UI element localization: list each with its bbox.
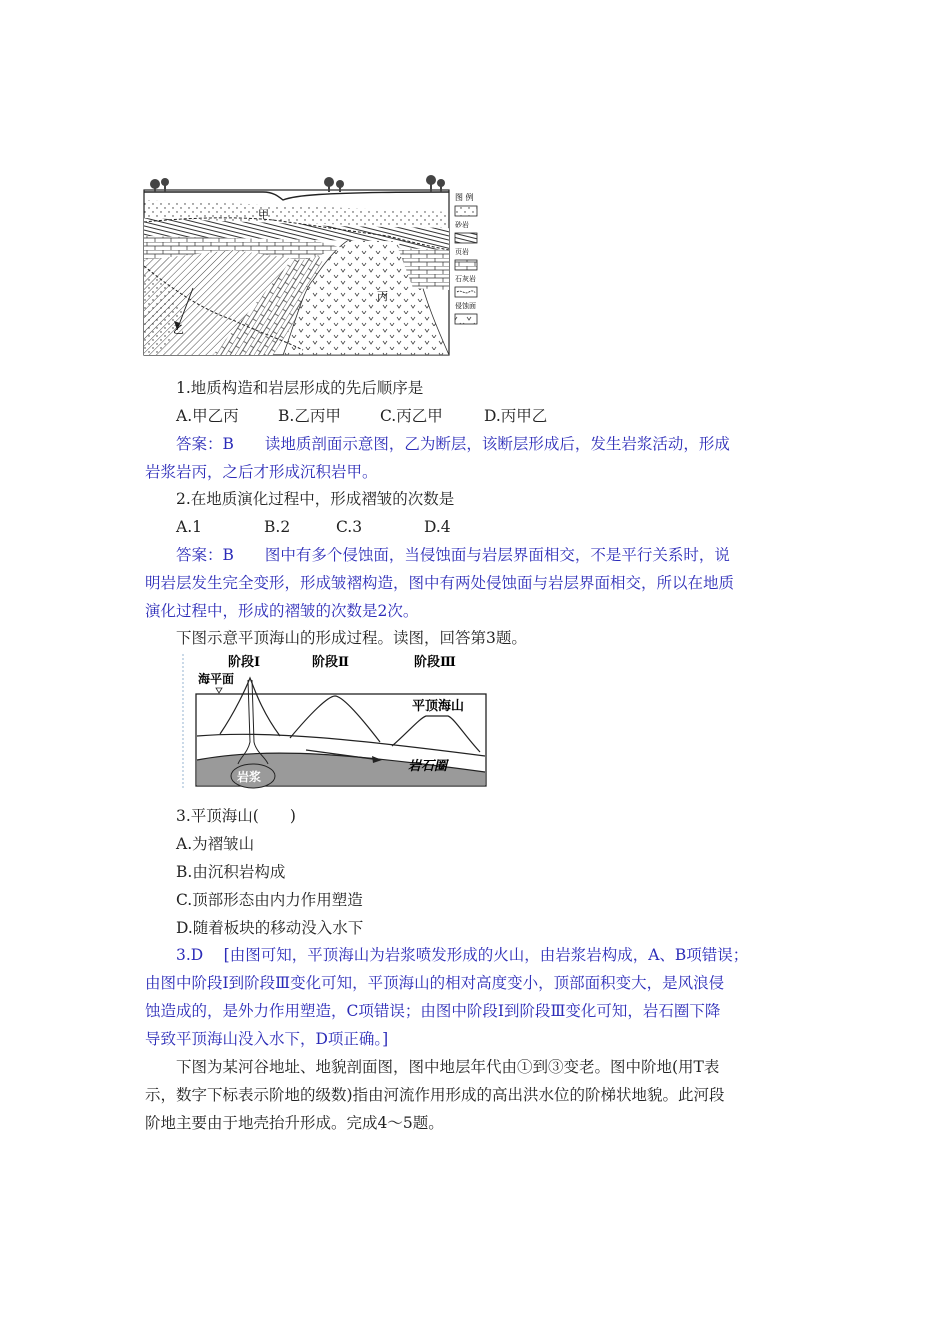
stage-2-label: 阶段Ⅱ (312, 655, 349, 670)
q1-answer-line-2: 岩浆岩丙，之后才形成沉积岩甲。 (145, 463, 378, 481)
q1-option-c: C.丙乙甲 (380, 407, 443, 425)
legend-erosion: 侵蚀面 (455, 302, 476, 310)
q1-option-d: D.丙甲乙 (484, 407, 548, 425)
guyot-formation-figure (180, 652, 490, 790)
q3-answer-line-4: 导致平顶海山没入水下，D项正确。] (145, 1030, 389, 1048)
q1-stem: 1.地质构造和岩层形成的先后顺序是 (176, 379, 424, 397)
q2-answer-line-3: 演化过程中，形成的褶皱的次数是2次。 (145, 602, 419, 620)
q2-option-b: B.2 (264, 518, 291, 536)
q1-answer-line-1: 答案：B 读地质剖面示意图，乙为断层，该断层形成后，发生岩浆活动，形成 (176, 435, 730, 453)
q2-option-d: D.4 (424, 518, 451, 536)
intro-q45-line-3: 阶地主要由于地壳抬升形成。完成4～5题。 (145, 1114, 444, 1132)
q1-option-a: A.甲乙丙 (176, 407, 239, 425)
legend-title: 图 例 (455, 193, 474, 202)
q3-option-c: C.顶部形态由内力作用塑造 (176, 891, 363, 909)
sea-level-label: 海平面 (198, 672, 235, 686)
q3-option-a: A.为褶皱山 (176, 835, 255, 853)
q2-answer-line-2: 明岩层发生完全变形，形成皱褶构造，图中有两处侵蚀面与岩层界面相交，所以在地质 (145, 574, 735, 592)
q2-options (176, 517, 451, 537)
label-jia: 甲 (258, 208, 269, 221)
intro-q45-line-2: 示，数字下标表示阶地的级数)指由河流作用形成的高出洪水位的阶梯状地貌。此河段 (145, 1086, 725, 1104)
q2-option-a: A.1 (176, 518, 202, 536)
q2-option-c: C.3 (336, 518, 363, 536)
q3-option-d: D.随着板块的移动没入水下 (176, 919, 364, 937)
stage-3-label: 阶段Ⅲ (414, 655, 456, 670)
q2-answer-line-1: 答案：B 图中有多个侵蚀面，当侵蚀面与岩层界面相交，不是平行关系时，说 (176, 546, 730, 564)
label-yi: 乙 (173, 323, 184, 336)
stage-1-label: 阶段Ⅰ (228, 655, 261, 670)
legend-sandstone: 砂岩 (455, 221, 469, 229)
intro-q45-line-1: 下图为某河谷地址、地貌剖面图，图中地层年代由①到③变老。图中阶地(用T表 (176, 1058, 720, 1076)
q1-option-b: B.乙丙甲 (278, 407, 341, 425)
geologic-section-figure (143, 170, 485, 356)
q1-options (176, 406, 547, 426)
q3-answer-line-1: 3.D [由图可知，平顶海山为岩浆喷发形成的火山，由岩浆岩构成，A、B项错误； (176, 946, 749, 964)
lithosphere-label: 岩石圈 (408, 759, 448, 774)
q3-answer-line-3: 蚀造成的，是外力作用塑造，C项错误；由图中阶段Ⅰ到阶段Ⅲ变化可知，岩石圈下降 (145, 1002, 721, 1020)
intro-q3: 下图示意平顶海山的形成过程。读图，回答第3题。 (176, 629, 527, 647)
q3-option-b: B.由沉积岩构成 (176, 863, 286, 881)
q2-stem: 2.在地质演化过程中，形成褶皱的次数是 (176, 490, 455, 508)
q3-stem: 3.平顶海山( ) (176, 807, 296, 825)
guyot-label: 平顶海山 (412, 699, 465, 714)
label-bing: 丙 (377, 290, 388, 303)
legend-shale: 页岩 (455, 248, 469, 256)
legend-limestone: 石灰岩 (455, 275, 476, 283)
q3-answer-line-2: 由图中阶段Ⅰ到阶段Ⅲ变化可知，平顶海山的相对高度变小，顶部面积变大，是风浪侵 (145, 974, 725, 992)
magma-label: 岩浆 (237, 770, 262, 784)
